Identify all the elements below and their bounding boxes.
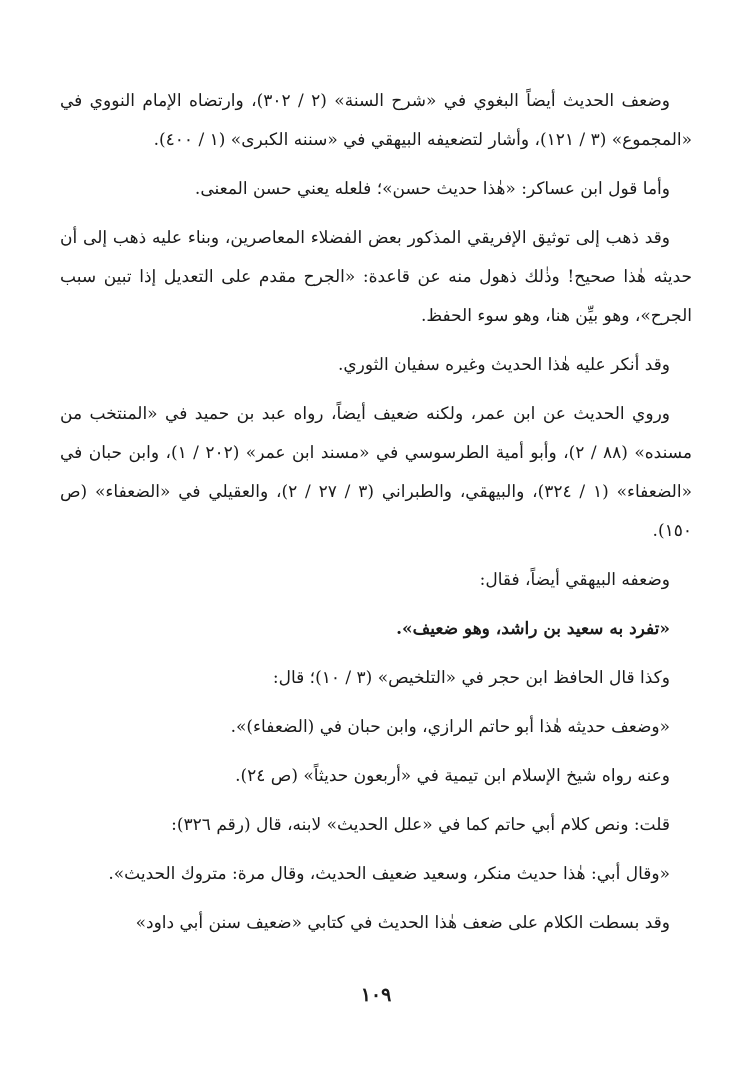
paragraph-ilal: قلت: ونص كلام أبي حاتم كما في «علل الحديث» لابنه، قال (رقم ٣٢٦): <box>171 815 670 835</box>
paragraph-thawri: وقد أنكر عليه هٰذا الحديث وغيره سفيان الثوري. <box>337 355 670 375</box>
paragraph-ibn-hajar: وكذا قال الحافظ ابن حجر في «التلخيص» (٣ / ١٠)؛ قال: <box>272 668 670 688</box>
paragraph-daif-abi-dawud: وقد بسطت الكلام على ضعف هٰذا الحديث في كتابي «ضعيف سنن أبي داود» <box>135 913 670 933</box>
paragraph-ibn-umar: وروي الحديث عن ابن عمر، ولكنه ضعيف أيضاً، رواه عبد بن حميد في «المنتخب من مسنده» (٨٨ / ٢)، وأبو أمية الطرسوسي في «مسند ابن عمر» (٢٠٢ / ١)، وابن حبان في «الضعفاء» (١ / ٣٢٤)، والبيهقي، والطبراني (٣ / ٢٧ / ٢)، والعقيلي في «الضعفاء» (ص ١٥٠). <box>60 404 692 541</box>
paragraph-ifriqi: وقد ذهب إلى توثيق الإفريقي المذكور بعض الفضلاء المعاصرين، وبناء عليه ذهب إلى أن حديثه هٰذا صحيح! وذٰلك ذهول منه عن قاعدة: «الجرح مقدم على التعديل إذا تبين سبب الجرح»، وهو بيِّن هنا، وهو سوء الحفظ. <box>60 228 692 326</box>
paragraph-ibn-taymiyyah: وعنه رواه شيخ الإسلام ابن تيمية في «أربعون حديثاً» (ص ٢٤). <box>235 766 670 786</box>
quote-abi: «وقال أبي: هٰذا حديث منكر، وسعيد ضعيف الحديث، وقال مرة: متروك الحديث». <box>108 864 670 884</box>
paragraph-baghawi: وضعف الحديث أيضاً البغوي في «شرح السنة» (٢ / ٣٠٢)، وارتضاه الإمام النووي في «المجموع» (٣ / ١٢١)، وأشار لتضعيفه البيهقي في «سننه الكبرى» (١ / ٤٠٠). <box>60 91 692 150</box>
quote-abu-hatim: «وضعف حديثه هٰذا أبو حاتم الرازي، وابن حبان في (الضعفاء)». <box>230 717 670 737</box>
quote-bayhaqi: «تفرد به سعيد بن راشد، وهو ضعيف». <box>396 619 670 639</box>
paragraph-bayhaqi: وضعفه البيهقي أيضاً، فقال: <box>479 570 670 590</box>
page-number: ١٠٩ <box>360 984 392 1006</box>
page-body <box>60 82 692 943</box>
paragraph-ibn-asakir: وأما قول ابن عساكر: «هٰذا حديث حسن»؛ فلعله يعني حسن المعنى. <box>194 179 670 199</box>
